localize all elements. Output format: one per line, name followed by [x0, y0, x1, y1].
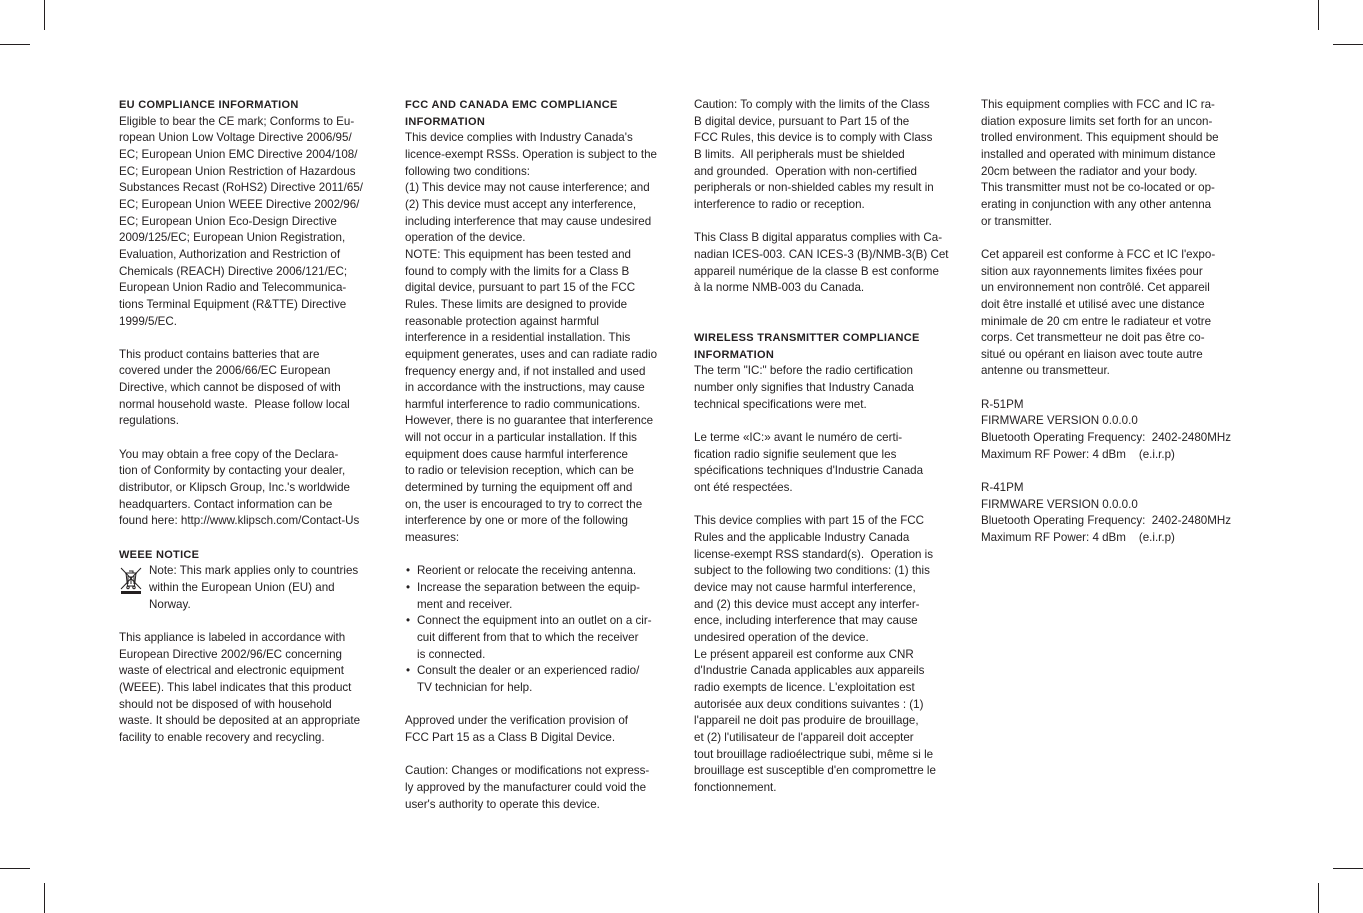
- column-caution-wireless: [694, 97, 969, 813]
- section-heading: WIRELESS TRANSMITTER COMPLIANCE INFORMATION: [694, 332, 920, 361]
- crop-mark: [1318, 883, 1319, 913]
- paragraph: This product contains batteries that are covered under the 2006/66/EC European Directive, which cannot be disposed of with normal household waste. Please follow local regulations.: [119, 347, 350, 428]
- paragraph: This appliance is labeled in accordance with European Directive 2002/96/EC concerning waste of electrical and electronic equipment (WEEE). This label indicates that this product should not be disposed of with household waste. It should be deposited at an appropriate facility to enable recovery and recycling.: [119, 630, 361, 744]
- bullet-item: • Connect the equipment into an outlet on a cir- cuit different from that to which the receiver is connected.: [405, 613, 680, 663]
- paragraph: The term "IC:" before the radio certification number only signifies that Industry Canada technical specifications were met.: [694, 364, 914, 411]
- weee-note: [119, 563, 394, 613]
- section-heading: WEEE NOTICE: [119, 548, 200, 561]
- bullet-item: • Consult the dealer or an experienced radio/ TV technician for help.: [405, 663, 680, 696]
- crop-mark: [44, 883, 45, 913]
- crop-mark: [0, 44, 30, 45]
- crop-mark: [1318, 0, 1319, 30]
- column-fcc-canada-emc: [405, 97, 680, 830]
- model-number: R-51PM: [981, 397, 1024, 411]
- crop-mark: [1333, 868, 1363, 869]
- paragraph: Eligible to bear the CE mark; Conforms to Eu- ropean Union Low Voltage Directive 2006/95/ EC; European Union EMC Directive 2004/108/ EC; European Union Restriction of Hazardous Substances Recast (RoHS2) Directive 2011/65/ EC; European Union WEEE Directive 2002/96/ EC; European Union Eco-Design Directive 2009/125/EC; European Union Registration, Evaluation, Authorization and Restriction of Chemicals (REACH) Directive 2006/121/EC; European Union Radio and Telecommunica- tions Terminal Equipment (R&TTE) Directive 1999/5/EC.: [119, 114, 364, 328]
- paragraph: Caution: To comply with the limits of the Class B digital device, pursuant to Part 15 of the FCC Rules, this device is to comply with Class B limits. All peripherals must be shielded and grounded. Operation with non-certified peripherals or non-shielded cables my result in interference to radio or reception.: [694, 98, 934, 211]
- paragraph: Le terme «IC:» avant le numéro de certi- fication radio signifie seulement que les spécifications techniques d'Industrie Canada ont été respectées.: [694, 431, 924, 495]
- paragraph: This device complies with Industry Canada's licence-exempt RSSs. Operation is subject to the following two conditions: (1) This device may not cause interference; and (2) This device must accept any interference, including interference that may cause undesired operation of the device. NOTE: This equipment has been tested and found to comply with the limits for a Class B digital device, pursuant to part 15 of the FCC Rules. These limits are designed to provide reasonable protection against harmful interference in a residential installation. This equipment generates, uses and can radiate radio frequency energy and, if not installed and used in accordance with the instructions, may cause harmful interference to radio communications. However, there is no guarantee that interference will not occur in a particular installation. If this equipment does cause harmful interference to radio or television reception, which can be determined by turning the equipment off and on, the user is encouraged to try to correct the interference by one or more of the following measures:: [405, 131, 658, 545]
- paragraph: This Class B digital apparatus complies with Ca- nadian ICES-003. CAN ICES-3 (B)/NMB-3(B) Cet appareil numérique de la classe B est conforme à la norme NMB-003 du Canada.: [694, 231, 949, 295]
- paragraph: This equipment complies with FCC and IC ra- diation exposure limits set forth for an uncon- trolled environment. This equipment should be installed and operated with minimum distance 20cm between the radiator and your body. This transmitter must not be co-located or op- erating in conjunction with any other antenna or transmitter.: [981, 98, 1219, 228]
- crossed-out-wheelie-bin-icon: [119, 563, 149, 613]
- weee-note-text: Note: This mark applies only to countries within the European Union (EU) and Norway.: [149, 564, 359, 611]
- crop-mark: [0, 868, 30, 869]
- crop-mark: [1333, 44, 1363, 45]
- section-heading: FCC AND CANADA EMC COMPLIANCE INFORMATION: [405, 99, 618, 128]
- model-number: R-41PM: [981, 481, 1024, 495]
- paragraph: Approved under the verification provision of FCC Part 15 as a Class B Digital Device.: [405, 714, 628, 744]
- paragraph: Caution: Changes or modifications not express- ly approved by the manufacturer could void the user's authority to operate this device.: [405, 764, 650, 811]
- bullet-item: • Reorient or relocate the receiving antenna.: [405, 563, 680, 580]
- bullet-item: • Increase the separation between the equip- ment and receiver.: [405, 580, 680, 613]
- crop-mark: [44, 0, 45, 30]
- bullet-list: [405, 563, 680, 696]
- section-heading: EU COMPLIANCE INFORMATION: [119, 99, 299, 111]
- paragraph: Cet appareil est conforme à FCC et IC l'expo- sition aux rayonnements limites fixées pour un environnement non contrôlé. Cet appareil doit être installé et utilisé avec une distance minimale de 20 cm entre le radiateur et votre corps. Cet transmetteur ne doit pas être co- situé ou opérant en liaison avec toute autre antenne ou transmetteur.: [981, 247, 1216, 378]
- paragraph: FIRMWARE VERSION 0.0.0.0 Bluetooth Operating Frequency: 2402-2480MHz Maximum RF Power: 4 dBm (e.i.r.p): [981, 414, 1232, 461]
- column-rf-exposure-models: [981, 97, 1256, 563]
- column-eu-compliance: [119, 97, 394, 763]
- paragraph: This device complies with part 15 of the FCC Rules and the applicable Industry Canada license-exempt RSS standard(s). Operation is subject to the following two conditions: (1) this device may not cause harmful interference, and (2) this device must accept any interfer- ence, including interference that may cause undesired operation of the device. Le présent appareil est conforme aux CNR d'Industrie Canada applicables aux appareils radio exempts de licence. L'exploitation est autorisée aux deux conditions suivantes : (1) l'appareil ne doit pas produire de brouillage, et (2) l'utilisateur de l'appareil doit accepter tout brouillage radioélectrique subi, même si le brouillage est susceptible d'en compromettre le fonctionnement.: [694, 514, 936, 794]
- paragraph: FIRMWARE VERSION 0.0.0.0 Bluetooth Operating Frequency: 2402-2480MHz Maximum RF Power: 4 dBm (e.i.r.p): [981, 497, 1232, 545]
- paragraph: You may obtain a free copy of the Declara- tion of Conformity by contacting your dealer, distributor, or Klipsch Group, Inc.'s worldwide headquarters. Contact information can be found here: http://www.klipsch.com/Contact-Us: [119, 447, 360, 528]
